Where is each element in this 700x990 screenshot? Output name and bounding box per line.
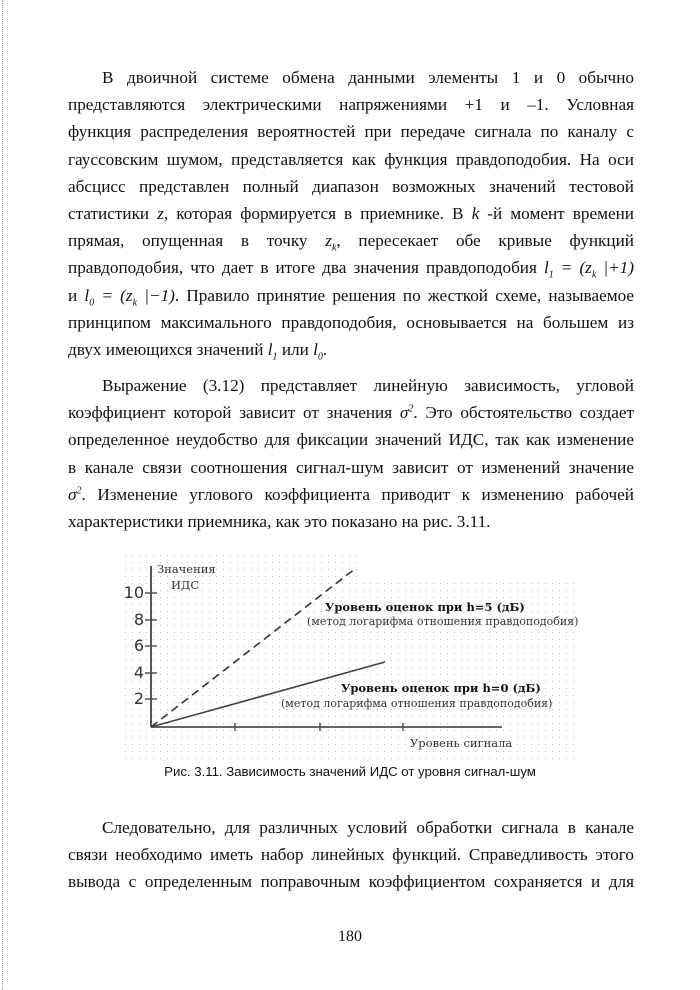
math-l1-formula: $l_1 = (z_k$ |+1) bbox=[543, 258, 634, 281]
figure-caption: Рис. 3.11. Зависимость значений ИДС от уровня сигнал-шум bbox=[164, 764, 536, 779]
text-line: гауссовским шумом, представляется как функция правдоподобия. На оси bbox=[68, 149, 634, 169]
math-k: k bbox=[471, 204, 480, 224]
text-line: правдоподобия, что дает в итоге два значения правдоподобия $l_1 = (z_k$ |+1) bbox=[68, 258, 634, 281]
figure-3-11-chart bbox=[122, 552, 580, 762]
text-line: статистики z, которая формируется в приемнике. В k -й момент времени bbox=[68, 204, 634, 224]
text-line: коэффициент которой зависит от значения $\sigma^2$. Это обстоятельство создает bbox=[68, 403, 634, 423]
y-tick-6: 6 bbox=[133, 636, 144, 655]
math-l0: $l_0$ bbox=[313, 340, 323, 363]
paragraph-2 bbox=[68, 372, 634, 535]
paragraph-3 bbox=[68, 814, 634, 896]
text-line: вывода с определенным поправочным коэффициентом сохраняется и для bbox=[68, 872, 634, 892]
text-line: определенное неудобство для фиксации значений ИДС, так как изменение bbox=[68, 430, 634, 450]
y-axis-label-line2: ИДС bbox=[171, 578, 200, 592]
text-line: прямая, опущенная в точку $z_k$, пересекает обе кривые функций bbox=[68, 231, 634, 254]
math-sigma-squared: $\sigma^2$ bbox=[399, 403, 414, 423]
paragraph-1 bbox=[68, 64, 634, 363]
text-line: двух имеющихся значений $l_1$ или $l_0$. bbox=[68, 340, 328, 363]
text-line: принципом максимального правдоподобия, основывается на большем из bbox=[68, 312, 634, 332]
series-h5-sublabel: (метод логарифма отношения правдоподобия) bbox=[307, 615, 579, 628]
math-zk: $z_k$ bbox=[325, 231, 337, 254]
text-line: $\sigma^2$. Изменение углового коэффициента приводит к изменению рабочей bbox=[68, 484, 634, 504]
page-number: 180 bbox=[338, 928, 362, 945]
math-z: z bbox=[157, 204, 164, 224]
math-l1: $l_1$ bbox=[267, 340, 278, 363]
x-axis-label: Уровень сигнала bbox=[410, 736, 513, 750]
text-line: Выражение (3.12) представляет линейную зависимость, угловой bbox=[102, 376, 634, 395]
text-line: Следовательно, для различных условий обработки сигнала в канале bbox=[102, 818, 634, 837]
text-line: характеристики приемника, как это показано на рис. 3.11. bbox=[68, 512, 491, 532]
text-line: В двоичной системе обмена данными элементы 1 и 0 обычно bbox=[102, 68, 634, 87]
text-line: представляются электрическими напряжениями +1 и –1. Условная bbox=[68, 95, 634, 115]
math-l0-formula: $l_0 = (z_k$ |−1) bbox=[84, 285, 175, 309]
y-tick-2: 2 bbox=[133, 689, 144, 708]
text-line: функция распределения вероятностей при передаче сигнала по каналу с bbox=[68, 122, 634, 142]
text-line: связи необходимо иметь набор линейных функций. Справедливость этого bbox=[68, 845, 634, 865]
y-axis-label-line1: Значения bbox=[157, 562, 216, 576]
series-h0-sublabel: (метод логарифма отношения правдоподобия) bbox=[281, 697, 553, 710]
y-tick-4: 4 bbox=[133, 663, 144, 682]
page-edge-dotted-border bbox=[2, 0, 3, 990]
series-h5-label: Уровень оценок при h=5 (дБ) bbox=[325, 600, 525, 614]
text-line: в канале связи соотношения сигнал-шум зависит от изменений значение bbox=[68, 457, 634, 477]
series-h0-label: Уровень оценок при h=0 (дБ) bbox=[341, 681, 541, 695]
text-line: и $l_0 = (z_k$ |−1). Правило принятие решения по жесткой схеме, называемое bbox=[68, 285, 635, 309]
text-line: абсцисс представлен полный диапазон возможных значений тестовой bbox=[68, 176, 634, 196]
y-tick-10: 10 bbox=[123, 583, 144, 602]
y-tick-8: 8 bbox=[133, 610, 144, 629]
math-sigma-squared: $\sigma^2$ bbox=[68, 484, 82, 504]
